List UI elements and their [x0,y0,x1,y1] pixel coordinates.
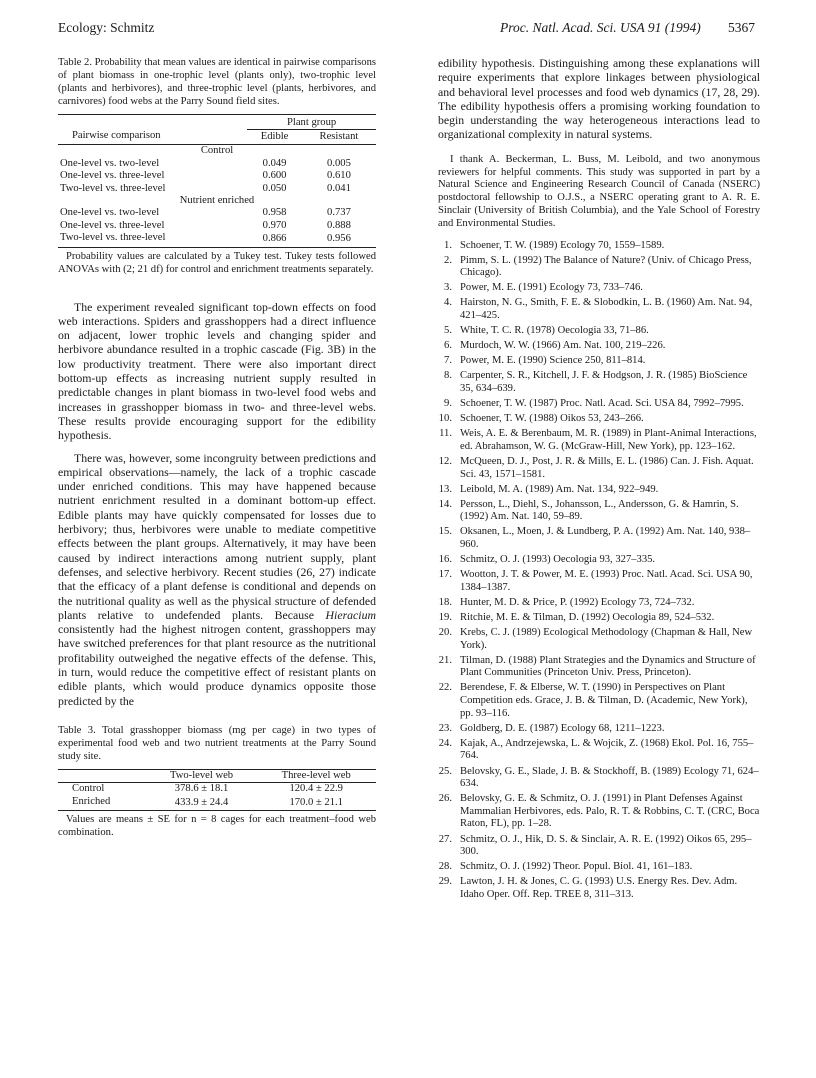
reference-item: 25. Belovsky, G. E., Slade, J. B. & Stockhoff, B. (1989) Ecology 71, 624–634. [438,765,759,790]
table-row: One-level vs. three-level 0.970 0.888 [60,219,351,231]
right-column [438,56,760,904]
table2-section-label: Control [200,145,234,157]
reference-item: 15. Oksanen, L., Moen, J. & Lundberg, P. A. (1992) Am. Nat. 140, 938–960. [438,526,751,551]
body-paragraph: The experiment revealed significant top-down effects on food web interactions. Spiders and grasshoppers had a direct influence on adjacent, lower trophic levels and changing spider and herbivore abundance resulted in a trophic cascade (Fig. 3B) in the low productivity treatment. There were also important direct bottom-up effects as increasing nutrient supply resulted in predictable changes in plant biomass in two-level food webs and increases in grasshopper biomass in two- and three-level webs. These results provide encouraging support for the edibility hypothesis. [58,299,376,443]
reference-item: 22. Berendese, F. & Elberse, W. T. (1990) in Perspectives on Plant Competition eds. Grace, J. B. & Tilman, D. (Academic, New York), pp. 93–116. [438,682,748,719]
table2-note: Probability values are calculated by a Tukey test. Tukey tests followed ANOVAs with (2; 21 df) for control and enrichment treatments separately. [58,250,376,275]
page-number: 5367 [728,20,755,35]
reference-item: 12. McQueen, D. J., Post, J. R. & Mills, E. L. (1986) Can. J. Fish. Aquat. Sci. 43, 1571–1581. [438,455,754,480]
table2-caption: Table 2. Probability that mean values are identical in pairwise comparisons of plant biomass in one-trophic level (plants only), two-trophic level (plants and herbivores), and three-trophic level (plants, herbivores, and carnivores) food webs at the Parry Sound field sites. [58,57,376,107]
table-row: Control 378.6 ± 18.1 120.4 ± 22.9 [72,783,343,795]
running-head-left: Ecology: Schmitz [58,20,155,35]
reference-list [438,240,760,902]
table-row: Enriched 433.9 ± 24.4 170.0 ± 21.1 [58,796,376,811]
table2-group-header: Plant group [247,115,376,130]
table-row: Two-level vs. three-level 0.866 0.956 [58,232,376,247]
table-row: One-level vs. two-level 0.049 0.005 [60,157,351,169]
reference-item: 20. Krebs, C. J. (1989) Ecological Methodology (Chapman & Hall, New York). [438,627,753,651]
reference-item: 5. White, T. C. R. (1978) Oecologia 33, 71–86. [444,325,649,337]
table3-note: Values are means ± SE for n = 8 cages for each treatment–food web combination. [58,814,376,839]
left-column [58,56,376,839]
table3-col-two: Two-level web [170,769,234,781]
reference-item: 27. Schmitz, O. J., Hik, D. S. & Sinclair, A. R. E. (1992) Oikos 65, 295–300. [438,833,752,858]
table3 [58,769,376,811]
reference-item: 8. Carpenter, S. R., Kitchell, J. F. & Hodgson, J. R. (1985) BioScience 35, 634–639. [444,370,748,394]
body-paragraph: edibility hypothesis. Distinguishing among these explanations will require experiments that explore linkages between physiological and behavioral level processes and food web dynamics (17, 28, 29). The edibility hypothesis offers a promising working foundation to begin understanding the way heterogeneous interactions lead to organizational complexity in natural systems. [438,56,760,142]
reference-item: 26. Belovsky, G. E. & Schmitz, O. J. (1991) in Plant Defenses Against Mammalian Herbivores, eds. Palo, R. T. & Robbins, C. T. (CRC, Boca Raton, FL), pp. 1–28. [438,793,760,830]
table2-col-resistant: Resistant [319,131,359,143]
table2-col-comparison: Pairwise comparison [72,129,161,141]
table2-section-label: Nutrient enriched [179,194,255,206]
reference-item: 1. Schoener, T. W. (1989) Ecology 70, 1559–1589. [444,239,665,251]
reference-item: 13. Leibold, M. A. (1989) Am. Nat. 134, 922–949. [438,483,659,495]
reference-item: 9. Schoener, T. W. (1987) Proc. Natl. Acad. Sci. USA 84, 7992–7995. [444,398,744,410]
table-row: One-level vs. two-level 0.958 0.737 [60,207,351,219]
reference-item: 28. Schmitz, O. J. (1992) Theor. Popul. Biol. 41, 161–183. [438,861,693,873]
table3-col-three: Three-level web [281,769,351,781]
reference-item: 29. Lawton, J. H. & Jones, C. G. (1993) U.S. Energy Res. Dev. Adm. Idaho Oper. Off. Rep. TREE 8, 311–313. [438,876,738,900]
reference-item: 10. Schoener, T. W. (1988) Oikos 53, 243–266. [438,413,644,425]
acknowledgment: I thank A. Beckerman, L. Buss, M. Leibold, and two anonymous reviewers for helpful comments. This study was supported in part by a Natural Science and Engineering Research Council of Canada (NSERC) postdoctoral fellowship to O.J.S., a NSERC operating grant to A. R. E. Sinclair (University of British Columbia), and the Yale School of Forestry and Environmental Studies. [438,153,760,229]
reference-item: 21. Tilman, D. (1988) Plant Strategies and the Dynamics and Structure of Plant Communities (Princeton Univ. Press, Princeton). [438,654,756,679]
table-row: One-level vs. three-level 0.600 0.610 [60,170,351,182]
reference-item: 24. Kajak, A., Andrzejewska, L. & Wojcik, Z. (1968) Ekol. Pol. 16, 755–764. [438,737,754,762]
reference-item: 14. Persson, L., Diehl, S., Johansson, L., Andersson, G. & Hamrin, S. (1992) Am. Nat. 140, 59–89. [438,498,739,523]
reference-item: 17. Wootton, J. T. & Power, M. E. (1993) Proc. Natl. Acad. Sci. USA 90, 1384–1387. [438,569,753,593]
reference-item: 23. Goldberg, D. E. (1987) Ecology 68, 1211–1223. [438,722,665,734]
reference-item: 11. Weis, A. E. & Berenbaum, M. R. (1989) in Plant-Animal Interactions, ed. Abrahamson, W. G. (McGraw-Hill, New York), pp. 123–162. [439,428,757,452]
reference-item: 4. Hairston, N. G., Smith, F. E. & Slobodkin, L. B. (1960) Am. Nat. 94, 421–425. [444,297,753,322]
reference-item: 16. Schmitz, O. J. (1993) Oecologia 93, 327–335. [438,554,656,566]
table3-caption: Table 3. Total grasshopper biomass (mg per cage) in two types of experimental food web and two nutrient treatments at the Parry Sound study site. [58,724,376,762]
reference-item: 19. Ritchie, M. E. & Tilman, D. (1992) Oecologia 89, 524–532. [438,612,715,623]
reference-item: 3. Power, M. E. (1991) Ecology 73, 733–746. [444,282,643,294]
reference-item: 7. Power, M. E. (1990) Science 250, 811–814. [444,355,646,367]
body-paragraph: There was, however, some incongruity between predictions and empirical observations—namely, the lack of a trophic cascade under enriched conditions. This may have happened because nutrient enrichment resulted in a dominant bottom-up effect. Edible plants may have quickly compensated for losses due to herbivory; thus, herbivores were unable to mediate competitive effects between the plant groups. Alternatively, it may have been caused by indirect interactions among nutrient supply, plant defenses, and selective herbivory. Recent studies (26, 27) indicate that the efficacy of a plant defense is conditional and depends on the nutritional quality as well as the physical structure of defended plants relative to undefended plants. Because Hieracium consistently had the highest nitrogen content, grasshoppers may have switched preferences for that plant resource as the nutritional profitability outweighed the negative effects of the defense. This, in turn, would reduce the competitive effect of resistant plants on edible plants, which would produce dynamics opposite those predicted by the [58,450,376,708]
reference-item: 2. Pimm, S. L. (1992) The Balance of Nature? (Univ. of Chicago Press, Chicago). [444,254,752,279]
table2 [58,114,376,248]
reference-item: 18. Hunter, M. D. & Price, P. (1992) Ecology 73, 724–732. [438,596,695,608]
reference-item: 6. Murdoch, W. W. (1966) Am. Nat. 100, 219–226. [444,340,666,352]
table2-col-edible: Edible [260,131,289,143]
table-row: Two-level vs. three-level 0.050 0.041 [60,182,351,194]
running-head-journal: Proc. Natl. Acad. Sci. USA 91 (1994) [500,20,701,35]
